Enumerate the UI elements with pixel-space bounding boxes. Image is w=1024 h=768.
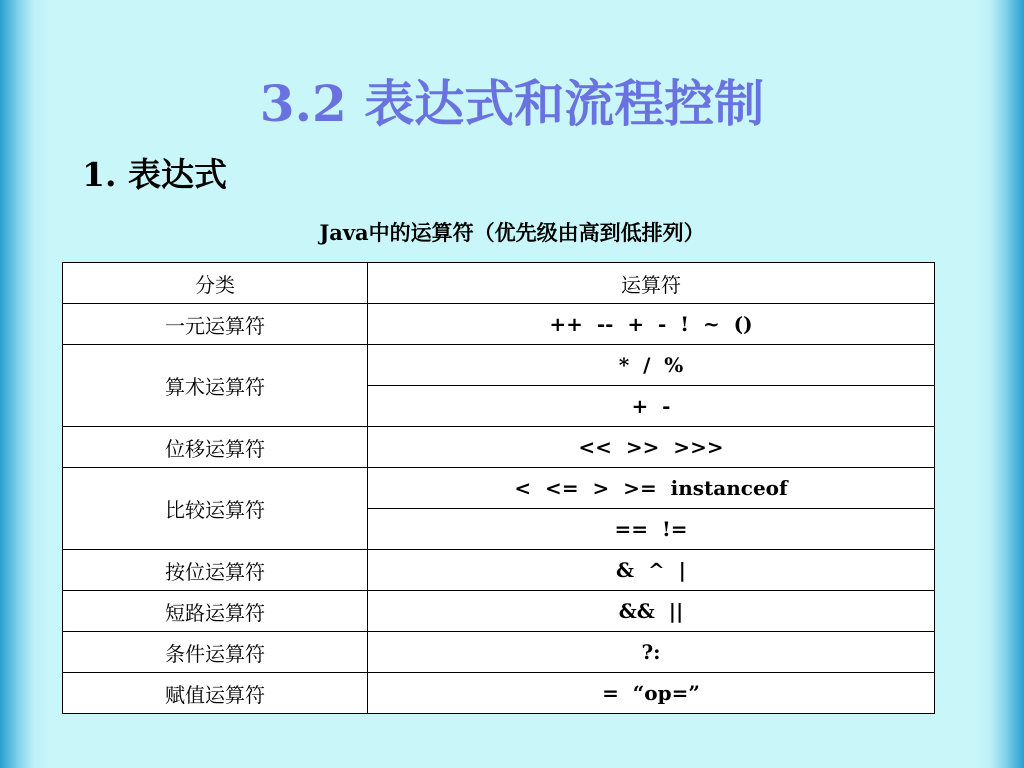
category-cell: 按位运算符: [63, 550, 368, 591]
operators-cell: + -: [368, 386, 935, 427]
category-cell: 条件运算符: [63, 632, 368, 673]
operators-cell: && ||: [368, 591, 935, 632]
category-cell: 位移运算符: [63, 427, 368, 468]
table-row: [63, 632, 935, 673]
table-caption: Java中的运算符（优先级由高到低排列）: [319, 220, 705, 245]
operators-cell: == !=: [368, 509, 935, 550]
operators-cell: = “op=”: [368, 673, 935, 714]
operators-cell: & ^ |: [368, 550, 935, 591]
header-category: 分类: [63, 263, 368, 304]
table-header-row: [63, 263, 935, 304]
operators-cell: << >> >>>: [368, 427, 935, 468]
category-cell: 短路运算符: [63, 591, 368, 632]
operators-cell: * / %: [368, 345, 935, 386]
operators-cell: ++ -- + - ! ~ (): [368, 304, 935, 345]
operators-cell: ?:: [368, 632, 935, 673]
table-row: [63, 427, 935, 468]
header-operators: 运算符: [368, 263, 935, 304]
table-row: [63, 345, 935, 386]
section-heading: 1. 表达式: [82, 155, 227, 194]
table-row: [63, 673, 935, 714]
operator-table: [62, 262, 935, 714]
category-cell: 比较运算符: [63, 468, 368, 550]
category-cell: 一元运算符: [63, 304, 368, 345]
table-row: [63, 468, 935, 509]
table-row: [63, 591, 935, 632]
operators-cell: < <= > >= instanceof: [368, 468, 935, 509]
category-cell: 算术运算符: [63, 345, 368, 427]
table-row: [63, 550, 935, 591]
table-row: [63, 304, 935, 345]
slide-title: 3.2 表达式和流程控制: [259, 74, 765, 133]
category-cell: 赋值运算符: [63, 673, 368, 714]
